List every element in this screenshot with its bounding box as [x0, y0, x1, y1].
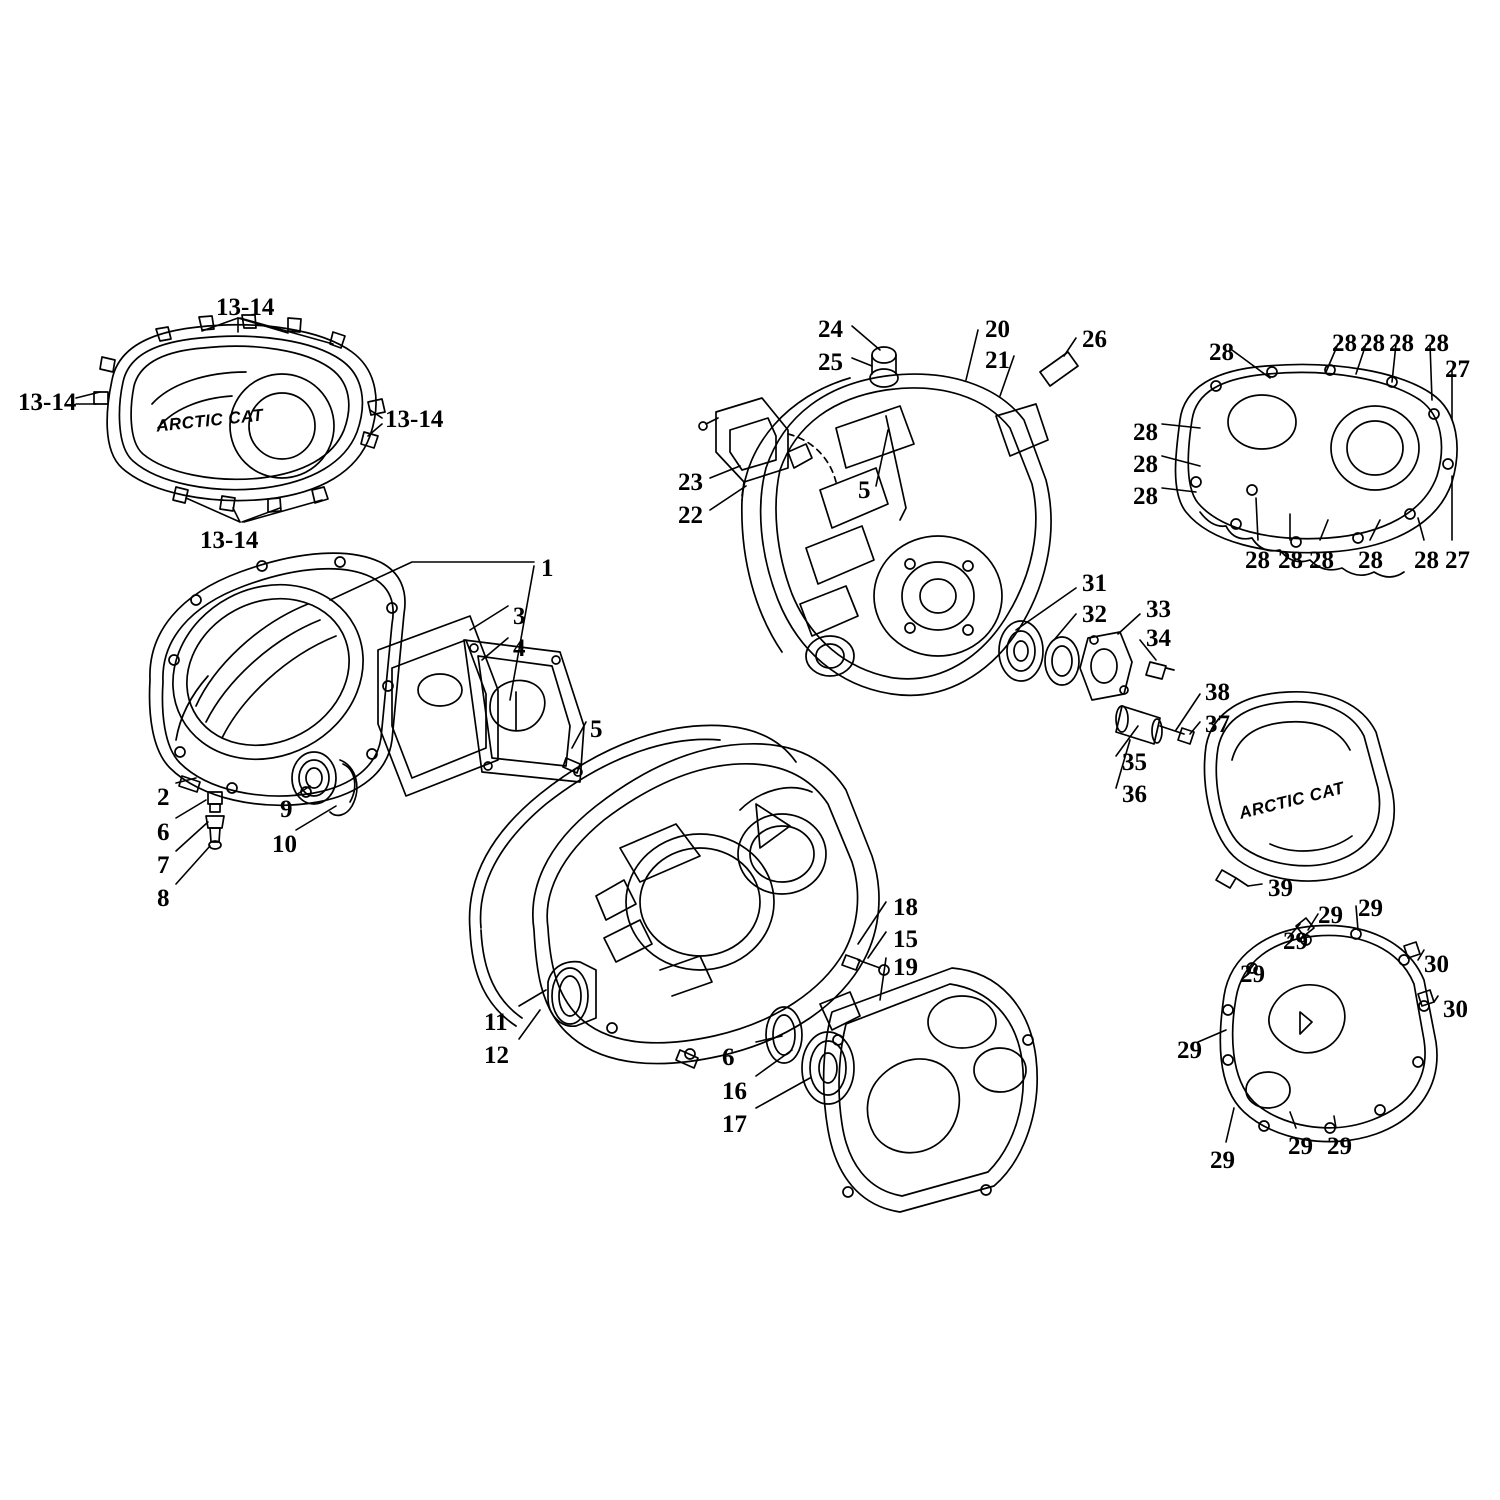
callout-27-bottom: 27 [1445, 547, 1470, 574]
callout-31: 31 [1082, 570, 1107, 597]
transmission-case [533, 744, 879, 1071]
callout-28-c: 28 [1360, 330, 1385, 357]
callout-28-l: 28 [1358, 547, 1383, 574]
callout-5-center: 5 [858, 477, 871, 504]
callout-6-left: 6 [157, 819, 170, 846]
callout-5-left: 5 [590, 716, 603, 743]
callout-12: 12 [484, 1042, 509, 1069]
callout-28-g: 28 [1133, 451, 1158, 478]
callout-16: 16 [722, 1078, 747, 1105]
callout-32: 32 [1082, 601, 1107, 628]
callout-28-h: 28 [1133, 483, 1158, 510]
callout-28-d: 28 [1389, 330, 1414, 357]
callout-28-j: 28 [1278, 547, 1303, 574]
callout-11: 11 [484, 1009, 508, 1036]
brand-label-clutch-cover: ARCTIC CAT [155, 405, 265, 436]
callout-30-a: 30 [1424, 951, 1449, 978]
callout-28-i: 28 [1245, 547, 1270, 574]
shaft-35-36 [1116, 706, 1194, 744]
callout-15: 15 [893, 926, 918, 953]
callout-28-e: 28 [1424, 330, 1449, 357]
callout-22: 22 [678, 502, 703, 529]
callout-26: 26 [1082, 326, 1107, 353]
callout-29-c: 29 [1283, 928, 1308, 955]
callout-3: 3 [513, 603, 526, 630]
callout-18: 18 [893, 894, 918, 921]
callout-33: 33 [1146, 596, 1171, 623]
bearing-31 [999, 621, 1043, 681]
callout-30-b: 30 [1443, 996, 1468, 1023]
callout-13-14-left: 13-14 [18, 389, 77, 416]
callout-28-b: 28 [1332, 330, 1357, 357]
callout-7: 7 [157, 852, 170, 879]
callout-10: 10 [272, 831, 297, 858]
callout-24: 24 [818, 316, 843, 343]
bolt-34 [1146, 662, 1174, 679]
callout-2: 2 [157, 784, 170, 811]
callout-28-k: 28 [1309, 547, 1334, 574]
callout-21: 21 [985, 347, 1010, 374]
callout-39: 39 [1268, 875, 1293, 902]
callout-29-g: 29 [1288, 1133, 1313, 1160]
callout-13-14-right: 13-14 [385, 406, 444, 433]
magneto-cover-gasket [1220, 918, 1437, 1142]
right-crankcase-cover [742, 347, 1078, 695]
callout-29-e: 29 [1177, 1037, 1202, 1064]
callout-6-center: 6 [722, 1044, 735, 1071]
callout-13-14-bottom: 13-14 [200, 527, 259, 554]
callout-1: 1 [541, 555, 554, 582]
callout-20: 20 [985, 316, 1010, 343]
callout-27-top: 27 [1445, 356, 1470, 383]
callout-29-d: 29 [1240, 961, 1265, 988]
seal-32 [1045, 637, 1079, 685]
bearing-and-snapring [292, 752, 357, 815]
callout-37: 37 [1205, 711, 1230, 738]
inner-clutch-cover [142, 552, 405, 849]
cover-plates [378, 616, 584, 796]
callout-38: 38 [1205, 679, 1230, 706]
brand-label-magneto-cover: ARCTIC CAT [1237, 778, 1347, 823]
neutral-switch [699, 398, 836, 496]
callout-34: 34 [1146, 625, 1171, 652]
callout-17: 17 [722, 1111, 747, 1138]
callout-8: 8 [157, 885, 170, 912]
callout-25: 25 [818, 349, 843, 376]
callout-29-a: 29 [1358, 895, 1383, 922]
callout-29-h: 29 [1327, 1133, 1352, 1160]
clutch-cover-gasket [1176, 364, 1458, 577]
callout-28-m: 28 [1414, 547, 1439, 574]
callout-23: 23 [678, 469, 703, 496]
callout-35: 35 [1122, 749, 1147, 776]
callout-4: 4 [513, 635, 526, 662]
callout-9: 9 [280, 796, 293, 823]
callout-36: 36 [1122, 781, 1147, 808]
callout-28-f: 28 [1133, 419, 1158, 446]
retainer-plate-33 [1080, 632, 1132, 700]
callout-29-b: 29 [1318, 902, 1343, 929]
case-gasket-left [470, 725, 796, 1026]
callout-28-a: 28 [1209, 339, 1234, 366]
callout-29-f: 29 [1210, 1147, 1235, 1174]
callout-19: 19 [893, 954, 918, 981]
callout-13-14-top: 13-14 [216, 294, 275, 321]
